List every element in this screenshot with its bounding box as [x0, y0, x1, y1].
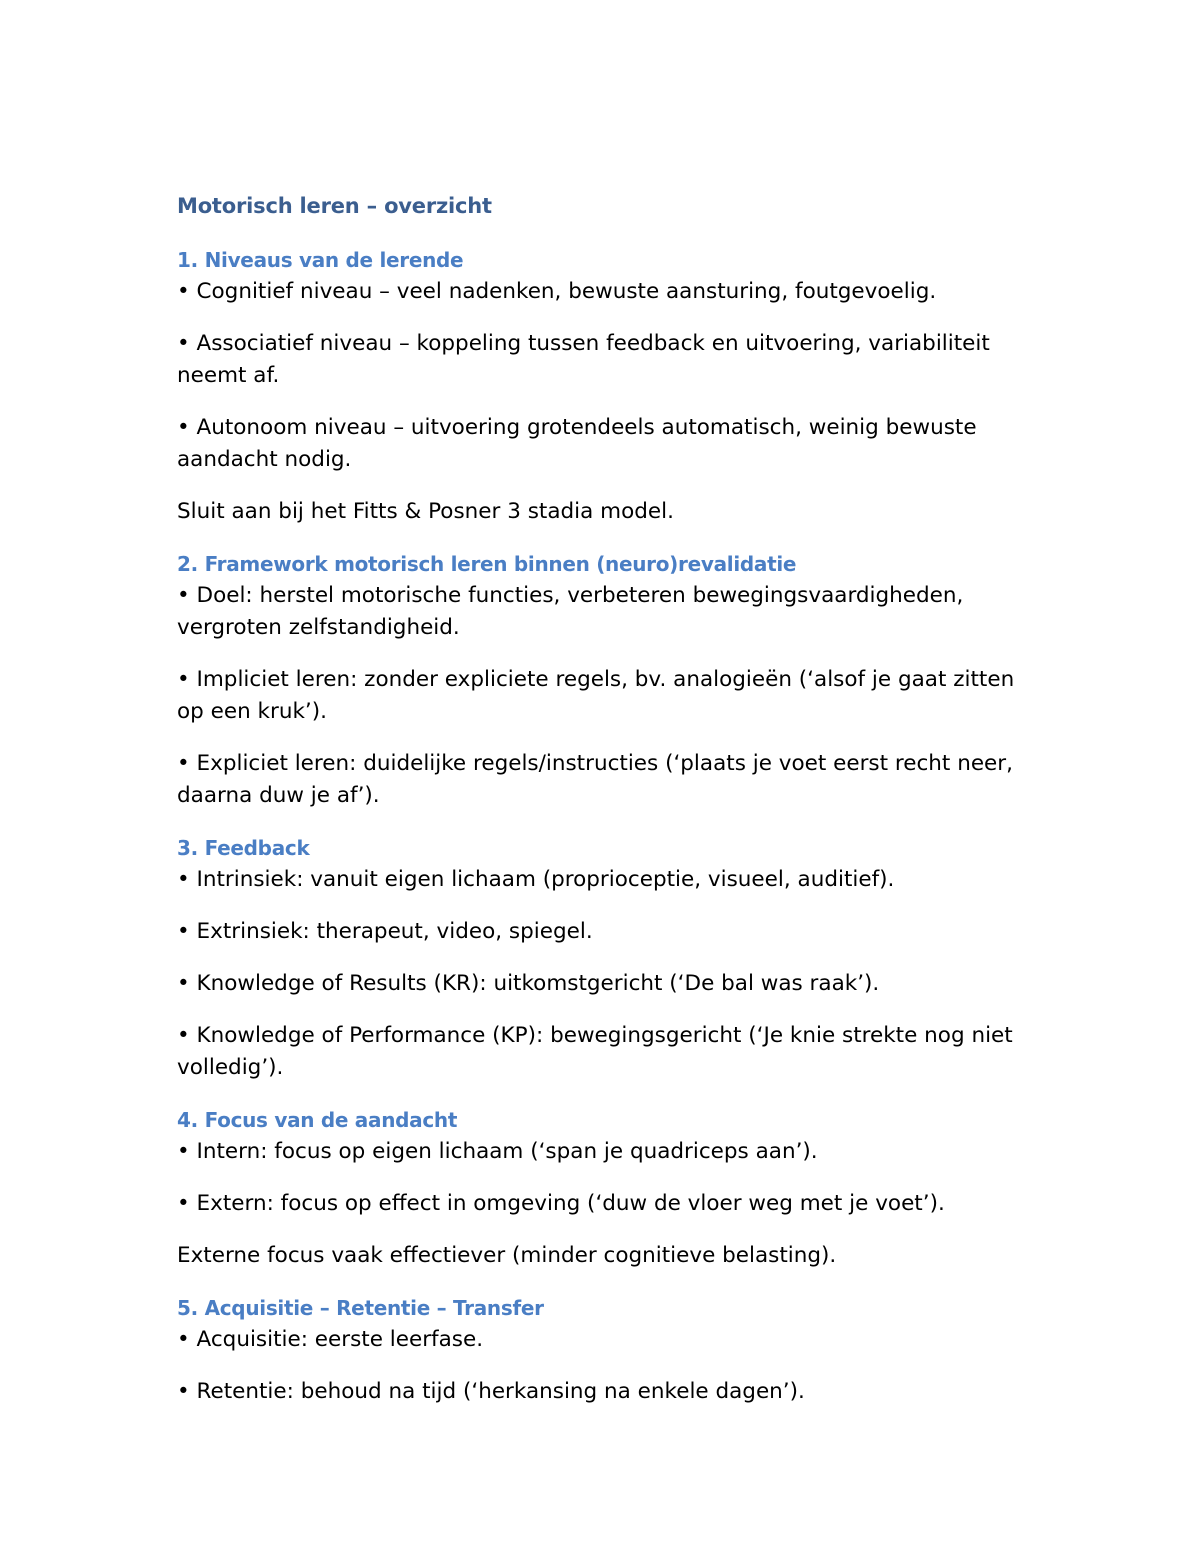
section-heading: 5. Acquisitie – Retentie – Transfer	[177, 1296, 544, 1320]
section-feedback	[177, 832, 1037, 1084]
document-body	[177, 190, 1037, 1428]
paragraph: Externe focus vaak effectiever (minder cognitieve belasting).	[177, 1243, 837, 1268]
paragraph: • Autonoom niveau – uitvoering grotendeels automatisch, weinig bewuste aandacht nodig.	[177, 415, 977, 472]
section-heading: 1. Niveaus van de lerende	[177, 248, 464, 272]
paragraph: • Intern: focus op eigen lichaam (‘span je quadriceps aan’).	[177, 1139, 818, 1164]
paragraph: • Doel: herstel motorische functies, verbeteren bewegingsvaardigheden, vergroten zelfstandigheid.	[177, 583, 964, 640]
section-heading: 2. Framework motorisch leren binnen (neuro)revalidatie	[177, 552, 797, 576]
document-title: Motorisch leren – overzicht	[177, 194, 492, 218]
paragraph: • Extrinsiek: therapeut, video, spiegel.	[177, 919, 593, 944]
paragraph: • Acquisitie: eerste leerfase.	[177, 1327, 484, 1352]
section-focus	[177, 1104, 1037, 1272]
paragraph: • Cognitief niveau – veel nadenken, bewuste aansturing, foutgevoelig.	[177, 279, 937, 304]
section-acquisitie	[177, 1292, 1037, 1408]
section-heading: 3. Feedback	[177, 836, 310, 860]
paragraph: Sluit aan bij het Fitts & Posner 3 stadia model.	[177, 499, 674, 524]
paragraph: • Extern: focus op effect in omgeving (‘duw de vloer weg met je voet’).	[177, 1191, 945, 1216]
paragraph: • Expliciet leren: duidelijke regels/instructies (‘plaats je voet eerst recht neer, daarna duw je af’).	[177, 751, 1013, 808]
paragraph: • Retentie: behoud na tijd (‘herkansing na enkele dagen’).	[177, 1379, 805, 1404]
paragraph: • Knowledge of Performance (KP): bewegingsgericht (‘Je knie strekte nog niet volledig’).	[177, 1023, 1013, 1080]
paragraph: • Intrinsiek: vanuit eigen lichaam (proprioceptie, visueel, auditief).	[177, 867, 895, 892]
paragraph: • Associatief niveau – koppeling tussen feedback en uitvoering, variabiliteit neemt af.	[177, 331, 990, 388]
paragraph: • Impliciet leren: zonder expliciete regels, bv. analogieën (‘alsof je gaat zitten op een kruk’).	[177, 667, 1015, 724]
section-heading: 4. Focus van de aandacht	[177, 1108, 458, 1132]
section-framework	[177, 548, 1037, 812]
section-niveaus	[177, 244, 1037, 528]
paragraph: • Knowledge of Results (KR): uitkomstgericht (‘De bal was raak’).	[177, 971, 880, 996]
